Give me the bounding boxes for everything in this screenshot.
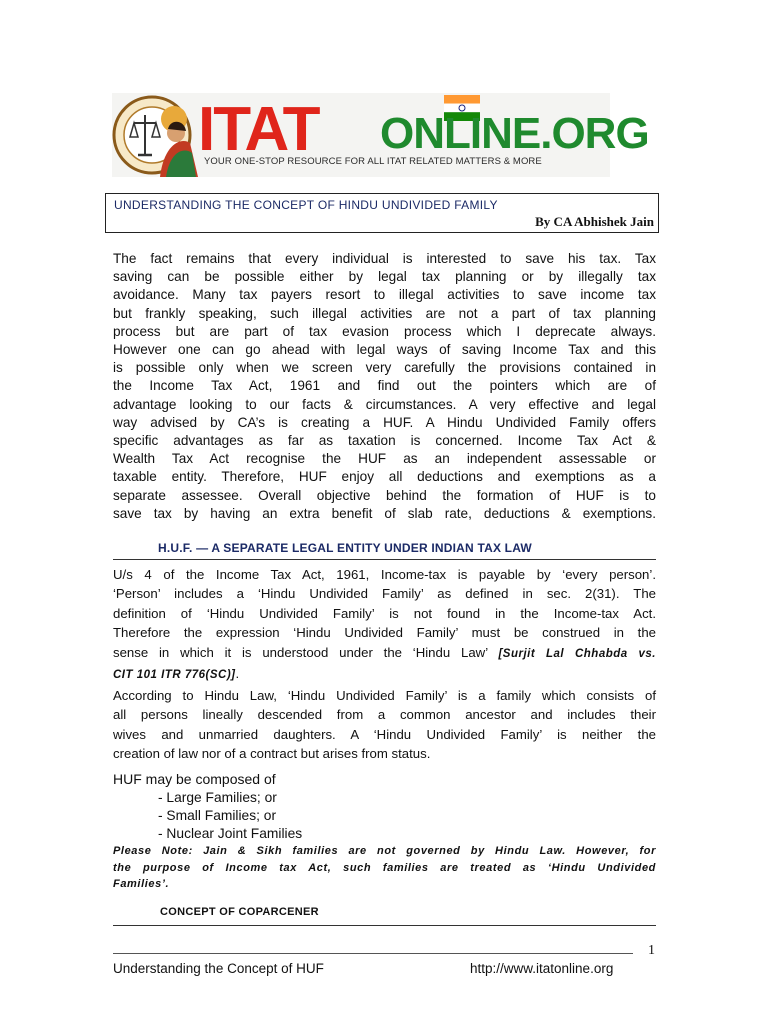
intro-line: advantage looking to our facts & circumstances. A very effective and legal [113,396,656,412]
intro-line: save tax by having an extra benefit of slab rate, deductions & exemptions. [113,505,656,521]
intro-line: specific advantages as far as taxation is concerned. Income Tax Act & [113,433,656,449]
intro-line: Wealth Tax Act recognise the HUF as an independent assessable or [113,451,656,467]
note-line: Families’. [113,878,170,890]
intro-line: avoidance. Many tax payers resort to illegal activities to save income tax [113,287,656,303]
definition-line: Therefore the expression ‘Hindu Undivided Family’ must be construed in the [113,625,656,641]
logo-online-text: ONLINE.ORG [380,109,649,158]
intro-line: the Income Tax Act, 1961 and find out the pointers which are of [113,378,656,394]
intro-line: process but are part of tax evasion process which I deprecate always. [113,323,656,339]
intro-line: way advised by CA’s is creating a HUF. A Hindu Undivided Family offers [113,414,656,430]
hindu-law-line: wives and unmarried daughters. A ‘Hindu Undivided Family’ is neither the [113,726,656,742]
author-line: By CA Abhishek Jain [535,214,654,229]
note-line: the purpose of Income tax Act, such families are treated as ‘Hindu Undivided [113,861,656,874]
banner-tagline: YOUR ONE-STOP RESOURCE FOR ALL ITAT RELATED MATTERS & MORE [204,156,542,167]
list-item: - Small Families; or [158,808,277,823]
intro-line: The fact remains that every individual is interested to save his tax. Tax [113,251,656,266]
intro-line: However one can go ahead with legal ways of saving Income Tax and this [113,342,656,358]
definition-line [113,664,656,685]
case-citation: [Surjit Lal Chhabda vs. [498,647,656,660]
footer-divider [113,953,633,954]
huf-definition-paragraph [113,565,656,685]
hindu-law-line: creation of law nor of a contract but arises from status. [113,746,431,762]
please-note [113,843,656,893]
section-heading-huf: H.U.F. — A SEPARATE LEGAL ENTITY UNDER INDIAN TAX LAW [158,541,532,555]
definition-line [113,643,656,664]
hindu-law-line: all persons lineally descended from a common ancestor and includes their [113,707,656,723]
composition-intro: HUF may be composed of [113,771,276,787]
footer-title: Understanding the Concept of HUF [113,961,324,976]
intro-line: saving can be possible either by legal tax planning or by illegally tax [113,269,656,285]
note-line: Please Note: Jain & Sikh families are not governed by Hindu Law. However, for [113,845,656,857]
section-divider [113,925,656,926]
definition-line: definition of ‘Hindu Undivided Family’ is not found in the Income-tax Act. [113,605,656,621]
definition-line: U/s 4 of the Income Tax Act, 1961, Income-tax is payable by ‘every person’. [113,567,656,582]
intro-line: but frankly speaking, such illegal activities are not a part of tax planning [113,305,656,321]
intro-paragraph [113,250,656,523]
page-number: 1 [648,943,655,958]
citation-end: . [235,666,240,682]
hindu-law-line: According to Hindu Law, ‘Hindu Undivided Family’ is a family which consists of [113,688,656,703]
intro-line: is possible only when we screen very carefully the provisions contained in [113,360,656,376]
footer-link[interactable]: http://www.itatonline.org [470,961,614,976]
site-banner [112,93,649,177]
intro-line: taxable entity. Therefore, HUF enjoy all deductions and exemptions as a [113,469,656,485]
tribunal-emblem-icon [112,93,204,177]
case-citation: CIT 101 ITR 776(SC)] [113,669,236,682]
definition-line: ‘Person’ includes a ‘Hindu Undivided Family’ as defined in sec. 2(31). The [113,586,656,602]
document-title: UNDERSTANDING THE CONCEPT OF HINDU UNDIVIDED FAMILY [114,198,498,212]
list-item: - Large Families; or [158,790,277,805]
title-box [105,193,659,233]
section-divider [113,559,656,560]
section-heading-coparcener: CONCEPT OF COPARCENER [160,906,319,918]
logo-itat-text: ITAT [198,95,319,164]
intro-line: separate assessee. Overall objective behind the formation of HUF is to [113,487,656,503]
list-item: - Nuclear Joint Families [158,826,303,841]
definition-line-text: sense in which it is understood under the ‘Hindu Law’ [113,644,488,660]
hindu-law-paragraph [113,686,656,764]
